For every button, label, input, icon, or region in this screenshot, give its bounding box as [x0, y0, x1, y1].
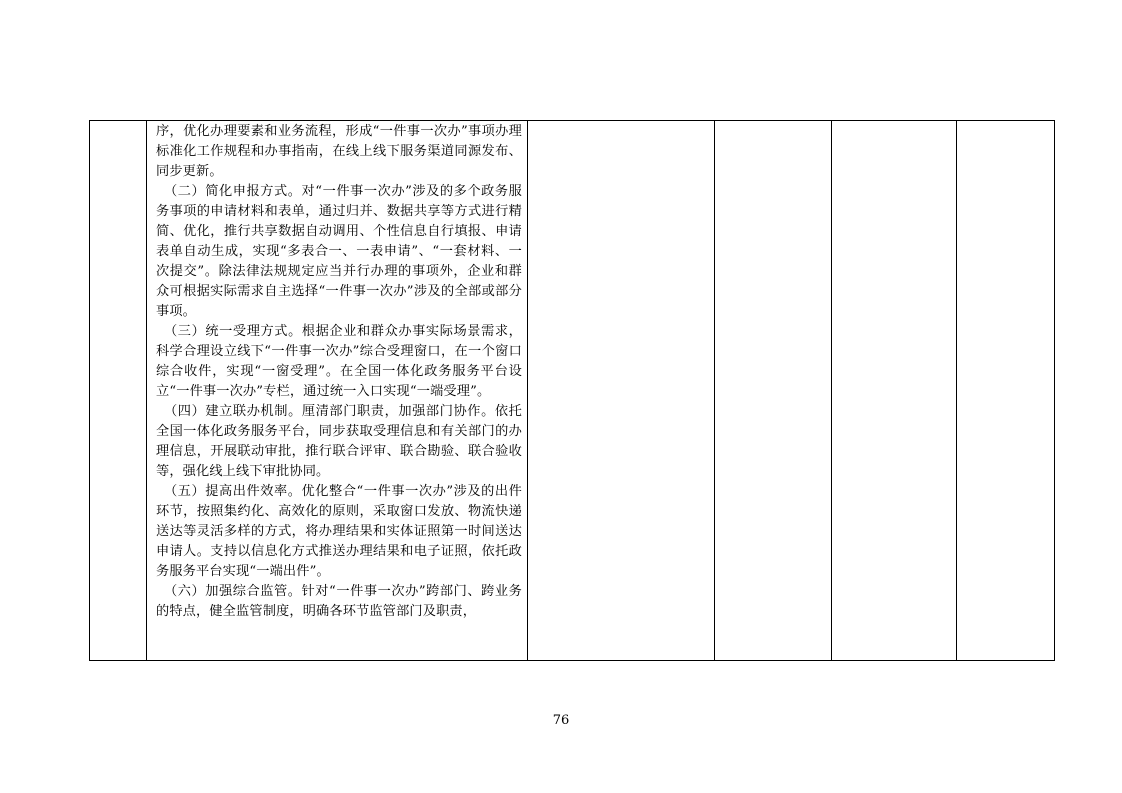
table-cell-empty — [957, 121, 1055, 661]
content-paragraph: （二）简化申报方式。对“一件事一次办”涉及的多个政务服务事项的申请材料和表单，通过归并、数据共享等方式进行精简、优化，推行共享数据自动调用、个性信息自行填报、申请表单自动生成，实现“多表合一、一表申请”、“一套材料、一次提交”。除法律法规规定应当并行办理的事项外，企业和群众可根据实际需求自主选择“一件事一次办”涉及的全部或部分事项。 — [156, 184, 522, 319]
table-cell-empty — [715, 121, 832, 661]
content-paragraph: （六）加强综合监管。针对“一件事一次办”跨部门、跨业务的特点，健全监管制度，明确各环节监管部门及职责， — [156, 584, 522, 619]
content-paragraph: （三）统一受理方式。根据企业和群众办事实际场景需求，科学合理设立线下“一件事一次办”综合受理窗口，在一个窗口综合收件，实现“一窗受理”。在全国一体化政务服务平台设立“一件事一次办”专栏，通过统一入口实现“一端受理”。 — [156, 324, 522, 399]
table-cell-index — [90, 121, 147, 661]
document-table — [89, 120, 1055, 661]
content-paragraph: （五）提高出件效率。优化整合“一件事一次办”涉及的出件环节，按照集约化、高效化的原则，采取窗口发放、物流快递送达等灵活多样的方式，将办理结果和实体证照第一时间送达申请人。支持以信息化方式推送办理结果和电子证照，依托政务服务平台实现“一端出件”。 — [156, 484, 522, 579]
content-paragraph: 序，优化办理要素和业务流程，形成“一件事一次办”事项办理标准化工作规程和办事指南，在线上线下服务渠道同源发布、同步更新。 — [156, 124, 522, 179]
page-number: 76 — [552, 713, 570, 728]
table-cell-content — [147, 121, 528, 661]
table-row — [90, 121, 1055, 661]
content-paragraph: （四）建立联办机制。厘清部门职责，加强部门协作。依托全国一体化政务服务平台，同步获取受理信息和有关部门的办理信息，开展联动审批，推行联合评审、联合勘验、联合验收等，强化线上线下审批协同。 — [156, 404, 522, 479]
table-cell-empty — [832, 121, 957, 661]
table-cell-empty — [528, 121, 715, 661]
